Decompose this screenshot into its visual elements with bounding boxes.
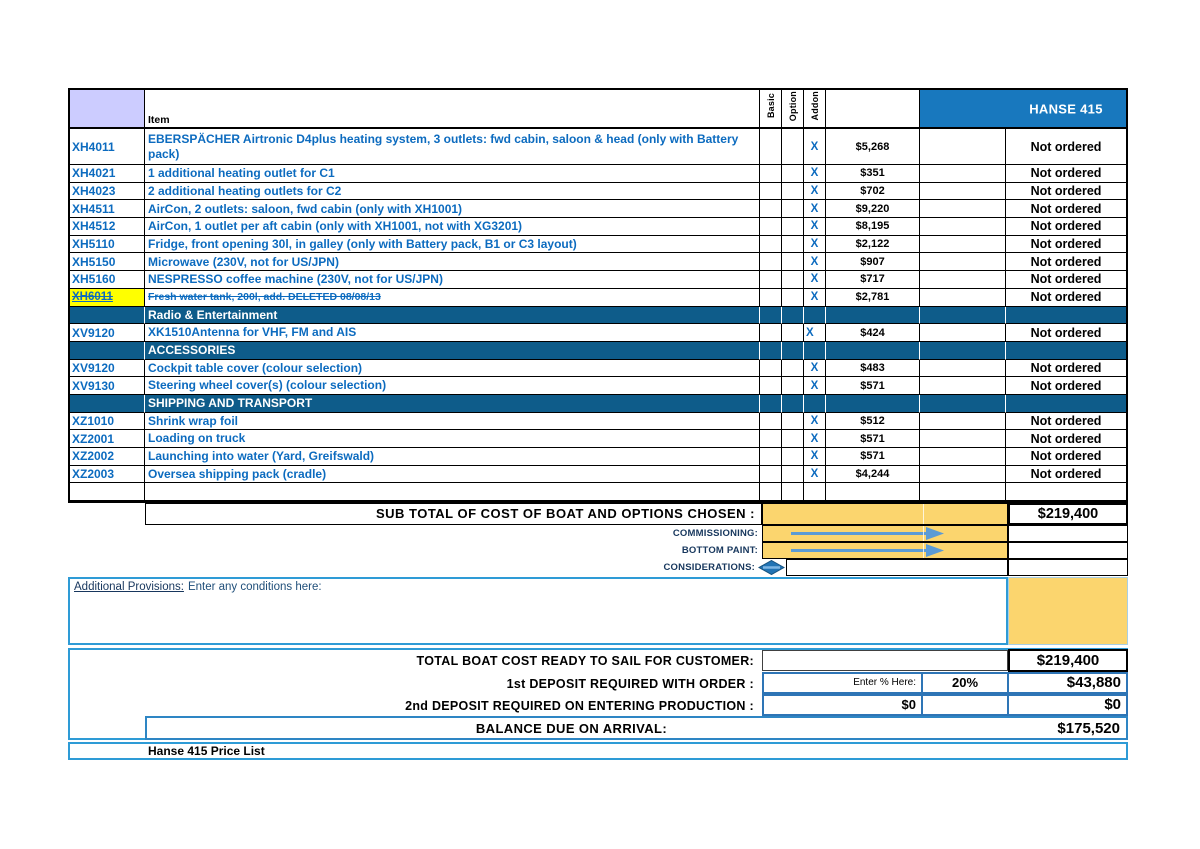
table-row — [70, 413, 1126, 431]
basic-cell — [760, 413, 782, 431]
status-cell: Not ordered — [1006, 200, 1126, 218]
basic-cell — [760, 253, 782, 271]
mid-cell — [920, 236, 1006, 254]
addon-cell: X — [804, 430, 826, 448]
mid-cell — [920, 165, 1006, 183]
mid-cell — [920, 253, 1006, 271]
section-row — [70, 395, 1126, 413]
deposit1-value-cell: $43,880 — [1007, 672, 1128, 694]
item-description-cell: AirCon, 1 outlet per aft cabin (only with XH1001, not with XG3201) — [145, 218, 760, 236]
basic-cell — [760, 129, 782, 165]
status-cell: Not ordered — [1006, 360, 1126, 378]
bottom-paint-label: BOTTOM PAINT: — [681, 545, 758, 556]
addon-cell: X — [804, 253, 826, 271]
item-description-cell: XK1510Antenna for VHF, FM and AIS — [145, 324, 760, 342]
addon-cell: X — [804, 289, 826, 307]
item-description-cell: Fridge, front opening 30l, in galley (only with Battery pack, B1 or C3 layout) — [145, 236, 760, 254]
mid-cell — [920, 289, 1006, 307]
price-cell: $571 — [826, 377, 920, 395]
item-code-cell: XZ2002 — [70, 448, 145, 466]
section-status-cell — [1006, 307, 1126, 325]
table-row — [70, 430, 1126, 448]
price-cell: $351 — [826, 165, 920, 183]
item-description-cell: AirCon, 2 outlets: saloon, fwd cabin (only with XH1001) — [145, 200, 760, 218]
item-header-label: Item — [148, 114, 170, 126]
mid-cell — [920, 360, 1006, 378]
deposit2-mid-cell — [921, 694, 1009, 716]
section-option-cell — [782, 342, 804, 360]
bottom-paint-input-cell[interactable] — [762, 542, 1008, 559]
basic-cell — [760, 236, 782, 254]
status-cell: Not ordered — [1006, 236, 1126, 254]
section-code-cell — [70, 395, 145, 413]
price-cell: $4,244 — [826, 466, 920, 484]
addon-cell: X — [804, 165, 826, 183]
table-row — [70, 165, 1126, 183]
basic-column-label: Basic — [765, 93, 776, 119]
table-row — [70, 200, 1126, 218]
status-cell: Not ordered — [1006, 466, 1126, 484]
basic-cell — [760, 271, 782, 289]
status-cell: Not ordered — [1006, 271, 1126, 289]
basic-cell — [760, 218, 782, 236]
commissioning-label: COMMISSIONING: — [672, 528, 758, 539]
mid-cell — [920, 448, 1006, 466]
section-code-cell — [70, 307, 145, 325]
section-option-cell — [782, 395, 804, 413]
basic-cell — [760, 448, 782, 466]
status-cell: Not ordered — [1006, 253, 1126, 271]
sheet-title: Hanse 415 Price List — [148, 744, 265, 758]
option-cell — [782, 165, 804, 183]
basic-cell — [760, 377, 782, 395]
subtotal-label: SUB TOTAL OF COST OF BOAT AND OPTIONS CHOSEN : — [145, 503, 762, 525]
option-cell — [782, 289, 804, 307]
option-cell — [782, 466, 804, 484]
header-addon-cell — [804, 90, 826, 129]
addon-cell: X — [804, 129, 826, 165]
addon-cell: X — [804, 360, 826, 378]
spacer-row — [70, 483, 1126, 501]
status-cell: Not ordered — [1006, 129, 1126, 165]
section-price-cell — [826, 342, 920, 360]
right-arrow-icon — [763, 543, 1007, 558]
mid-cell — [920, 218, 1006, 236]
addon-cell: X — [804, 236, 826, 254]
deposit1-percent-cell[interactable]: 20% — [921, 672, 1009, 694]
section-status-cell — [1006, 395, 1126, 413]
price-cell: $2,122 — [826, 236, 920, 254]
deposit2-input-cell[interactable]: $0 — [762, 694, 923, 716]
item-code-cell: XH5110 — [70, 236, 145, 254]
header-basic-cell — [760, 90, 782, 129]
item-code-cell: XZ1010 — [70, 413, 145, 431]
total-boat-cost-label: TOTAL BOAT COST READY TO SAIL FOR CUSTOMER: — [416, 654, 754, 668]
header-row — [70, 90, 1126, 129]
considerations-value-cell — [1008, 559, 1128, 576]
table-row — [70, 218, 1126, 236]
option-column-label: Option — [787, 90, 798, 122]
option-cell — [782, 413, 804, 431]
section-row — [70, 307, 1126, 325]
mid-cell — [920, 430, 1006, 448]
option-cell — [782, 377, 804, 395]
sheet-title-bar — [68, 742, 1128, 760]
option-cell — [782, 448, 804, 466]
addon-cell: X — [804, 271, 826, 289]
addon-cell: X — [804, 200, 826, 218]
model-name-label: HANSE 415 — [1029, 101, 1103, 116]
price-cell: $8,195 — [826, 218, 920, 236]
price-cell: $9,220 — [826, 200, 920, 218]
section-basic-cell — [760, 307, 782, 325]
balance-box — [145, 716, 1128, 740]
section-addon-cell — [804, 307, 826, 325]
table-row — [70, 466, 1126, 484]
mid-cell — [920, 324, 1006, 342]
item-description-cell: Loading on truck — [145, 430, 760, 448]
header-model-cell — [920, 90, 1126, 129]
price-cell: $907 — [826, 253, 920, 271]
item-description-cell: EBERSPÄCHER Airtronic D4plus heating system, 3 outlets: fwd cabin, saloon & head (only with Battery pack) — [145, 129, 760, 165]
price-cell: $483 — [826, 360, 920, 378]
item-description-cell: Oversea shipping pack (cradle) — [145, 466, 760, 484]
header-option-cell — [782, 90, 804, 129]
total-boat-cost-value: $219,400 — [1008, 649, 1128, 672]
price-cell: $717 — [826, 271, 920, 289]
item-description-cell: Cockpit table cover (colour selection) — [145, 360, 760, 378]
enter-percent-label-cell: Enter % Here: — [762, 672, 923, 694]
table-row — [70, 289, 1126, 307]
price-cell: $424 — [826, 324, 920, 342]
item-code-cell: XH5160 — [70, 271, 145, 289]
table-row — [70, 360, 1126, 378]
option-cell — [782, 324, 804, 342]
section-mid-cell — [920, 307, 1006, 325]
spacer-status-cell — [1006, 483, 1126, 501]
item-description-cell: 1 additional heating outlet for C1 — [145, 165, 760, 183]
item-description-cell: Launching into water (Yard, Greifswald) — [145, 448, 760, 466]
price-cell: $5,268 — [826, 129, 920, 165]
right-arrow-icon — [763, 526, 1007, 541]
spacer-code-cell — [70, 483, 145, 501]
table-row — [70, 183, 1126, 201]
subtotal-value: $219,400 — [1008, 503, 1128, 525]
table-row — [70, 448, 1126, 466]
addon-cell: X — [804, 448, 826, 466]
item-description-cell: Steering wheel cover(s) (colour selection) — [145, 377, 760, 395]
price-cell: $512 — [826, 413, 920, 431]
section-row — [70, 342, 1126, 360]
spacer-mid-cell — [920, 483, 1006, 501]
header-item-cell — [145, 90, 760, 129]
status-cell: Not ordered — [1006, 324, 1126, 342]
section-title-cell: SHIPPING AND TRANSPORT — [145, 395, 760, 413]
addon-column-label: Addon — [809, 91, 820, 121]
mid-cell — [920, 466, 1006, 484]
item-code-cell: XV9130 — [70, 377, 145, 395]
item-code-cell: XH4023 — [70, 183, 145, 201]
diamond-marker-icon — [758, 560, 785, 575]
addon-cell: X — [804, 218, 826, 236]
status-cell: Not ordered — [1006, 377, 1126, 395]
price-cell: $571 — [826, 448, 920, 466]
status-cell: Not ordered — [1006, 218, 1126, 236]
option-cell — [782, 129, 804, 165]
basic-cell — [760, 200, 782, 218]
spacer-addon-cell — [804, 483, 826, 501]
additional-provisions-box[interactable] — [68, 577, 1008, 645]
basic-cell — [760, 289, 782, 307]
considerations-label: CONSIDERATIONS: — [663, 562, 755, 573]
status-cell: Not ordered — [1006, 289, 1126, 307]
status-cell: Not ordered — [1006, 430, 1126, 448]
option-cell — [782, 183, 804, 201]
deposit2-value-cell: $0 — [1007, 694, 1128, 716]
basic-cell — [760, 183, 782, 201]
option-cell — [782, 200, 804, 218]
options-table — [68, 88, 1128, 503]
options-table-body — [70, 129, 1126, 501]
section-status-cell — [1006, 342, 1126, 360]
section-basic-cell — [760, 342, 782, 360]
section-title-cell: ACCESSORIES — [145, 342, 760, 360]
section-price-cell — [826, 307, 920, 325]
spacer-item-cell — [145, 483, 760, 501]
table-row — [70, 236, 1126, 254]
table-row — [70, 129, 1126, 165]
item-code-cell: XH4011 — [70, 129, 145, 165]
item-code-cell: XH6011 — [70, 289, 145, 307]
header-code-cell — [70, 90, 145, 129]
section-title-cell: Radio & Entertainment — [145, 307, 760, 325]
spacer-option-cell — [782, 483, 804, 501]
mid-cell — [920, 129, 1006, 165]
provisions-title: Additional Provisions: — [74, 581, 184, 593]
balance-value: $175,520 — [1057, 720, 1120, 737]
basic-cell — [760, 360, 782, 378]
item-code-cell: XH4511 — [70, 200, 145, 218]
item-code-cell: XH4021 — [70, 165, 145, 183]
spacer-price-cell — [826, 483, 920, 501]
deposit2-label: 2nd DEPOSIT REQUIRED ON ENTERING PRODUCTION : — [405, 699, 754, 713]
section-basic-cell — [760, 395, 782, 413]
section-price-cell — [826, 395, 920, 413]
header-price-cell — [826, 90, 920, 129]
status-cell: Not ordered — [1006, 183, 1126, 201]
item-description-cell: Fresh water tank, 200l, add. DELETED 08/08/13 — [145, 289, 760, 307]
addon-cell: X — [804, 377, 826, 395]
item-code-cell: XZ2001 — [70, 430, 145, 448]
price-cell: $2,781 — [826, 289, 920, 307]
basic-cell — [760, 165, 782, 183]
deposit1-label: 1st DEPOSIT REQUIRED WITH ORDER : — [506, 677, 754, 691]
subtotal-input-cell[interactable] — [762, 503, 1008, 525]
item-description-cell: 2 additional heating outlets for C2 — [145, 183, 760, 201]
section-code-cell — [70, 342, 145, 360]
item-description-cell: NESPRESSO coffee machine (230V, not for US/JPN) — [145, 271, 760, 289]
table-row — [70, 324, 1126, 342]
item-code-cell: XH4512 — [70, 218, 145, 236]
table-row — [70, 377, 1126, 395]
option-cell — [782, 360, 804, 378]
total-mid-cell — [762, 650, 1008, 671]
option-cell — [782, 236, 804, 254]
status-cell: Not ordered — [1006, 413, 1126, 431]
price-cell: $571 — [826, 430, 920, 448]
section-addon-cell — [804, 342, 826, 360]
item-code-cell: XH5150 — [70, 253, 145, 271]
item-description-cell: Microwave (230V, not for US/JPN) — [145, 253, 760, 271]
section-mid-cell — [920, 342, 1006, 360]
considerations-input-cell[interactable] — [786, 559, 1008, 576]
provisions-hint: Enter any conditions here: — [187, 581, 322, 593]
section-option-cell — [782, 307, 804, 325]
balance-label: BALANCE DUE ON ARRIVAL: — [475, 721, 668, 736]
addon-cell: X — [804, 466, 826, 484]
item-code-cell: XV9120 — [70, 324, 145, 342]
mid-cell — [920, 271, 1006, 289]
commissioning-input-cell[interactable] — [762, 525, 1008, 542]
status-cell: Not ordered — [1006, 165, 1126, 183]
item-description-cell: Shrink wrap foil — [145, 413, 760, 431]
commissioning-value-cell — [1008, 525, 1128, 542]
status-cell: Not ordered — [1006, 448, 1126, 466]
addon-cell: X — [804, 413, 826, 431]
option-cell — [782, 430, 804, 448]
option-cell — [782, 271, 804, 289]
option-cell — [782, 218, 804, 236]
table-row — [70, 253, 1126, 271]
mid-cell — [920, 183, 1006, 201]
price-cell: $702 — [826, 183, 920, 201]
basic-cell — [760, 324, 782, 342]
basic-cell — [760, 430, 782, 448]
mid-cell — [920, 377, 1006, 395]
addon-cell: X — [804, 183, 826, 201]
table-row — [70, 271, 1126, 289]
mid-cell — [920, 200, 1006, 218]
mid-cell — [920, 413, 1006, 431]
bottom-paint-value-cell — [1008, 542, 1128, 559]
basic-cell — [760, 466, 782, 484]
item-code-cell: XV9120 — [70, 360, 145, 378]
section-mid-cell — [920, 395, 1006, 413]
item-code-cell: XZ2003 — [70, 466, 145, 484]
section-addon-cell — [804, 395, 826, 413]
provisions-side-input-cell[interactable] — [1008, 577, 1128, 645]
option-cell — [782, 253, 804, 271]
spacer-basic-cell — [760, 483, 782, 501]
addon-cell: X — [804, 324, 826, 342]
